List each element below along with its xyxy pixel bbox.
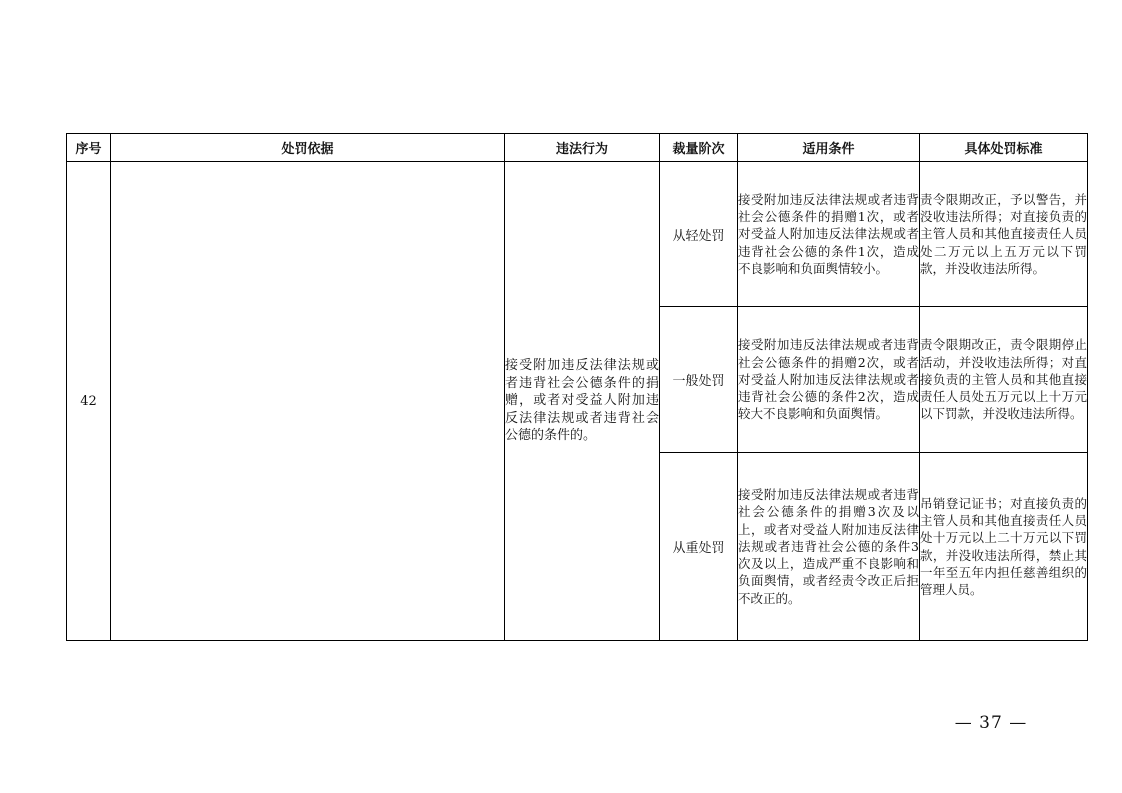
condition-light: 接受附加违反法律法规或者违背社会公德条件的捐赠1次，或者对受益人附加违反法律法规或者违背社会公德的条件1次，造成不良影响和负面舆情较小。 xyxy=(738,162,920,307)
condition-heavy: 接受附加违反法律法规或者违背社会公德条件的捐赠3次及以上，或者对受益人附加违反法律法规或者违背社会公德的条件3次及以上，造成严重不良影响和负面舆情，或者经责令改正后拒不改正的。 xyxy=(738,453,920,641)
page-number: — 37 — xyxy=(954,713,1028,733)
row-violation: 接受附加违反法律法规或者违背社会公德条件的捐赠，或者对受益人附加违反法律法规或者违背社会公德的条件的。 xyxy=(505,162,660,641)
standard-heavy: 吊销登记证书；对直接负责的主管人员和其他直接责任人员处十万元以上二十万元以下罚款，并没收违法所得，禁止其一年至五年内担任慈善组织的管理人员。 xyxy=(920,453,1088,641)
level-general: 一般处罚 xyxy=(660,307,738,453)
header-basis: 处罚依据 xyxy=(111,134,505,162)
condition-general: 接受附加违反法律法规或者违背社会公德条件的捐赠2次，或者对受益人附加违反法律法规或者违背社会公德的条件2次，造成较大不良影响和负面舆情。 xyxy=(738,307,920,453)
header-level: 裁量阶次 xyxy=(660,134,738,162)
standard-light: 责令限期改正，予以警告，并没收违法所得；对直接负责的主管人员和其他直接责任人员处二万元以上五万元以下罚款，并没收违法所得。 xyxy=(920,162,1088,307)
table-header-row xyxy=(67,134,1088,162)
table-row xyxy=(67,162,1088,307)
header-violation: 违法行为 xyxy=(505,134,660,162)
row-seq: 42 xyxy=(67,162,111,641)
row-basis xyxy=(111,162,505,641)
header-seq: 序号 xyxy=(67,134,111,162)
level-heavy: 从重处罚 xyxy=(660,453,738,641)
level-light: 从轻处罚 xyxy=(660,162,738,307)
header-condition: 适用条件 xyxy=(738,134,920,162)
header-standard: 具体处罚标准 xyxy=(920,134,1088,162)
standard-general: 责令限期改正，责令限期停止活动，并没收违法所得；对直接负责的主管人员和其他直接责任人员处五万元以上十万元以下罚款，并没收违法所得。 xyxy=(920,307,1088,453)
penalty-standards-table xyxy=(66,133,1088,641)
